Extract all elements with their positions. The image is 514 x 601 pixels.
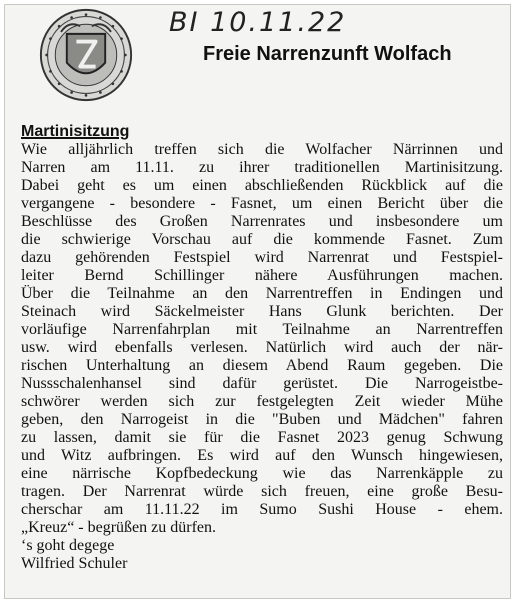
article-line: cherschar am 11.11.22 im Sumo Sushi House - ehem. [21,501,503,518]
article-line: usw. wird ebenfalls verlesen. Natürlich wird auch der när- [21,339,503,356]
article-line: und Witz aufbringen. Es wird auf den Wunsch hingewiesen, [21,447,503,464]
article-line: leiter Bernd Schillinger nähere Ausführungen machen. [21,267,503,284]
article-line: Dabei geht es um einen abschließenden Rückblick auf die [21,177,503,194]
article-line: schwörer werden sich zur festgelegten Zeit wieder Mühe [21,393,503,410]
narrenzunft-emblem-icon [38,7,134,103]
article-line: Narren am 11.11. zu ihrer traditionellen Martinisitzung. [21,159,503,176]
author-name: Wilfried Schuler [21,555,128,572]
article-line: Beschlüsse des Großen Narrenrates und insbesondere um [21,213,503,230]
article-line: vorläufige Narrenfahrplan mit Teilnahme an Narrentreffen [21,321,503,338]
article-line: dazu gehörenden Festspiel wird Narrenrat und Festspiel- [21,249,503,266]
article-line: vergangene - besondere - Fasnet, um einen Bericht über die [21,195,503,212]
article-line: Nussschalenhansel sind dafür gerüstet. Die Narrogeistbe- [21,375,503,392]
closing-phrase: ‘s goht degege [21,537,115,554]
article-headline: Martinisitzung [21,123,130,140]
article-line: die schwierige Vorschau auf die kommende Fasnet. Zum [21,231,503,248]
article-line: zu lassen, damit sie für die Fasnet 2023 genug Schwung [21,429,503,446]
handwritten-date-note: BI 10.11.22 [169,7,347,38]
article-line: Wie alljährlich treffen sich die Wolfacher Närrinnen und [21,141,503,158]
newspaper-clipping [4,4,511,599]
article-line: geben, den Narrogeist in die "Buben und Mädchen" fahren [21,411,503,428]
article-line: Steinach wird Säckelmeister Hans Glunk berichten. Der [21,303,503,320]
article [21,123,503,573]
article-body [21,141,503,537]
article-line: rischen Unterhaltung an diesem Abend Raum gegeben. Die [21,357,503,374]
article-line: „Kreuz“ - begrüßen zu dürfen. [21,519,217,536]
article-line: Über die Teilnahme an den Narrentreffen in Endingen und [21,285,503,302]
article-line: eine närrische Kopfbedeckung wie das Narrenkäpple zu [21,465,503,482]
article-line: tragen. Der Narrenrat würde sich freuen, eine große Besu- [21,483,503,500]
organization-title: Freie Narrenzunft Wolfach [203,43,452,65]
